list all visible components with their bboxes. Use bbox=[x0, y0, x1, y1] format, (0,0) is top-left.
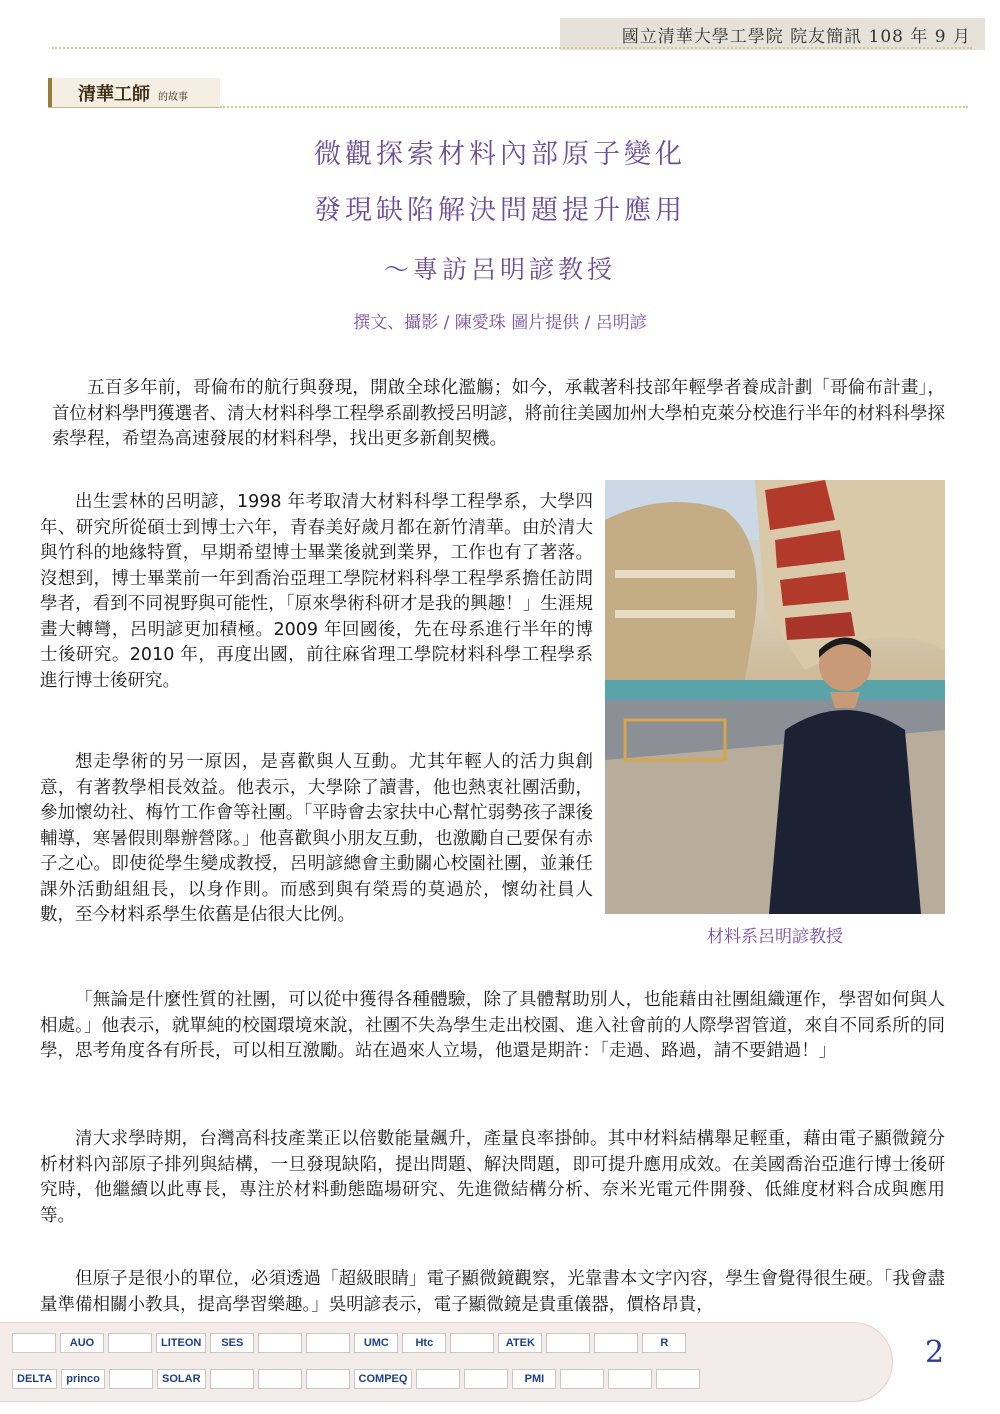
header-divider bbox=[52, 47, 972, 49]
sponsor-logo: R bbox=[642, 1333, 686, 1353]
professor-photo-illustration bbox=[605, 480, 945, 914]
sponsor-logo bbox=[108, 1333, 152, 1353]
sponsor-logo bbox=[258, 1369, 302, 1389]
sponsor-logo: PMI bbox=[512, 1369, 556, 1389]
sponsor-logo: UMC bbox=[354, 1333, 398, 1353]
newsletter-title: 國立清華大學工學院 院友簡訊 108 年 9 月 bbox=[621, 26, 971, 47]
sponsor-logo: AUO bbox=[60, 1333, 104, 1353]
sponsor-logo bbox=[12, 1333, 56, 1353]
sponsor-logo: DELTA bbox=[12, 1369, 57, 1389]
sponsor-logo bbox=[109, 1369, 153, 1389]
paragraph-background: 出生雲林的呂明諺，1998 年考取清大材料科學工程學系，大學四年、研究所從碩士到博士六年，青春美好歲月都在新竹清華。由於清大與竹科的地緣特質，早期希望博士畢業後就到業界，工作也有了著落。沒想到，博士畢業前一年到喬治亞理工學院材料科學工程學系擔任訪問學者，看到不同視野與可能性，「原來學術科研才是我的興趣！」生涯規畫大轉彎，呂明諺更加積極。2009 年回國後，先在母系進行半年的博士後研究。2010 年，再度出國，前往麻省理工學院材料科學工程學系進行博士後研究。 bbox=[40, 492, 593, 691]
sponsor-footer bbox=[0, 1322, 893, 1402]
section-tag-main: 清華工師 bbox=[78, 83, 150, 105]
sponsor-row-2 bbox=[12, 1369, 700, 1389]
sponsor-logo bbox=[416, 1369, 460, 1389]
sponsor-logo: LITEON bbox=[156, 1333, 206, 1353]
paragraph-research: 清大求學時期，台灣高科技產業正以倍數能量飆升，產量良率掛帥。其中材料結構舉足輕重，藉由電子顯微鏡分析材料內部原子排列與結構，一旦發現缺陷，提出問題、解決問題，即可提升應用成效。在美國喬治亞進行博士後研究時，他繼續以此專長，專注於材料動態臨場研究、先進微結構分析、奈米光電元件開發、低維度材料合成與應用等。 bbox=[40, 1129, 945, 1226]
page-number: 2 bbox=[925, 1335, 945, 1370]
article-title-line2: 發現缺陷解決問題提升應用 bbox=[314, 195, 686, 226]
sponsor-logo bbox=[306, 1333, 350, 1353]
paragraph-microscope: 但原子是很小的單位，必須透過「超級眼睛」電子顯微鏡觀察，光靠書本文字內容，學生會覺得很生硬。「我會盡量準備相關小教具，提高學習樂趣。」吳明諺表示，電子顯微鏡是貴重儀器，價格昂貴， bbox=[40, 1269, 945, 1315]
sponsor-logo bbox=[656, 1369, 700, 1389]
sponsor-logo: ATEK bbox=[498, 1333, 542, 1353]
sponsor-logo bbox=[546, 1333, 590, 1353]
sponsor-logo: princo bbox=[61, 1369, 105, 1389]
sponsor-logo bbox=[464, 1369, 508, 1389]
sponsor-logo: SES bbox=[210, 1333, 254, 1353]
sponsor-logo bbox=[594, 1333, 638, 1353]
photo-caption: 材料系呂明諺教授 bbox=[707, 927, 843, 947]
article-byline: 撰文、攝影 / 陳愛珠 圖片提供 / 呂明諺 bbox=[353, 313, 647, 333]
section-divider bbox=[220, 106, 968, 108]
paragraph-clubs: 「無論是什麼性質的社團，可以從中獲得各種體驗，除了具體幫助別人，也能藉由社團組織運作，學習如何與人相處。」他表示，就單純的校園環境來說，社團不失為學生走出校園、進入社會前的人際學習管道，來自不同系所的同學，思考角度各有所長，可以相互激勵。站在過來人立場，他還是期許：「走過、路過，請不要錯過！」 bbox=[40, 990, 945, 1061]
article-subtitle: ～專訪呂明諺教授 bbox=[383, 255, 616, 284]
paragraph-intro: 五百多年前，哥倫布的航行與發現，開啟全球化濫觴；如今，承載著科技部年輕學者養成計劃「哥倫布計畫」，首位材料學門獲選者、清大材料科學工程學系副教授呂明諺，將前往美國加州大學柏克萊分校進行半年的材料科學探索學程，希望為高速發展的材料科學，找出更多新創契機。 bbox=[52, 378, 945, 449]
sponsor-logo bbox=[306, 1369, 350, 1389]
sponsor-logo bbox=[608, 1369, 652, 1389]
article-title-line1: 微觀探索材料內部原子變化 bbox=[314, 139, 686, 170]
professor-photo bbox=[605, 480, 945, 914]
sponsor-row-1 bbox=[12, 1333, 686, 1353]
sponsor-logo: SOLAR bbox=[157, 1369, 206, 1389]
sponsor-logo bbox=[560, 1369, 604, 1389]
sponsor-logo bbox=[450, 1333, 494, 1353]
section-tag bbox=[48, 78, 220, 108]
section-tag-sub: 的故事 bbox=[158, 92, 188, 103]
newsletter-header bbox=[560, 18, 985, 50]
paragraph-interaction: 想走學術的另一原因，是喜歡與人互動。尤其年輕人的活力與創意，有著教學相長效益。他表示，大學除了讀書，他也熱衷社團活動，參加懷幼社、梅竹工作會等社團。「平時會去家扶中心幫忙弱勢孩子課後輔導，寒暑假則舉辦營隊。」他喜歡與小朋友互動，也激勵自己要保有赤子之心。即使從學生變成教授，呂明諺總會主動關心校園社團，並兼任課外活動組組長，以身作則。而感到與有榮焉的莫過於，懷幼社員人數，至今材料系學生依舊是佔很大比例。 bbox=[40, 752, 593, 925]
sponsor-logo bbox=[258, 1333, 302, 1353]
sponsor-logo: Htc bbox=[402, 1333, 446, 1353]
sponsor-logo bbox=[210, 1369, 254, 1389]
sponsor-logo: COMPEQ bbox=[354, 1369, 413, 1389]
